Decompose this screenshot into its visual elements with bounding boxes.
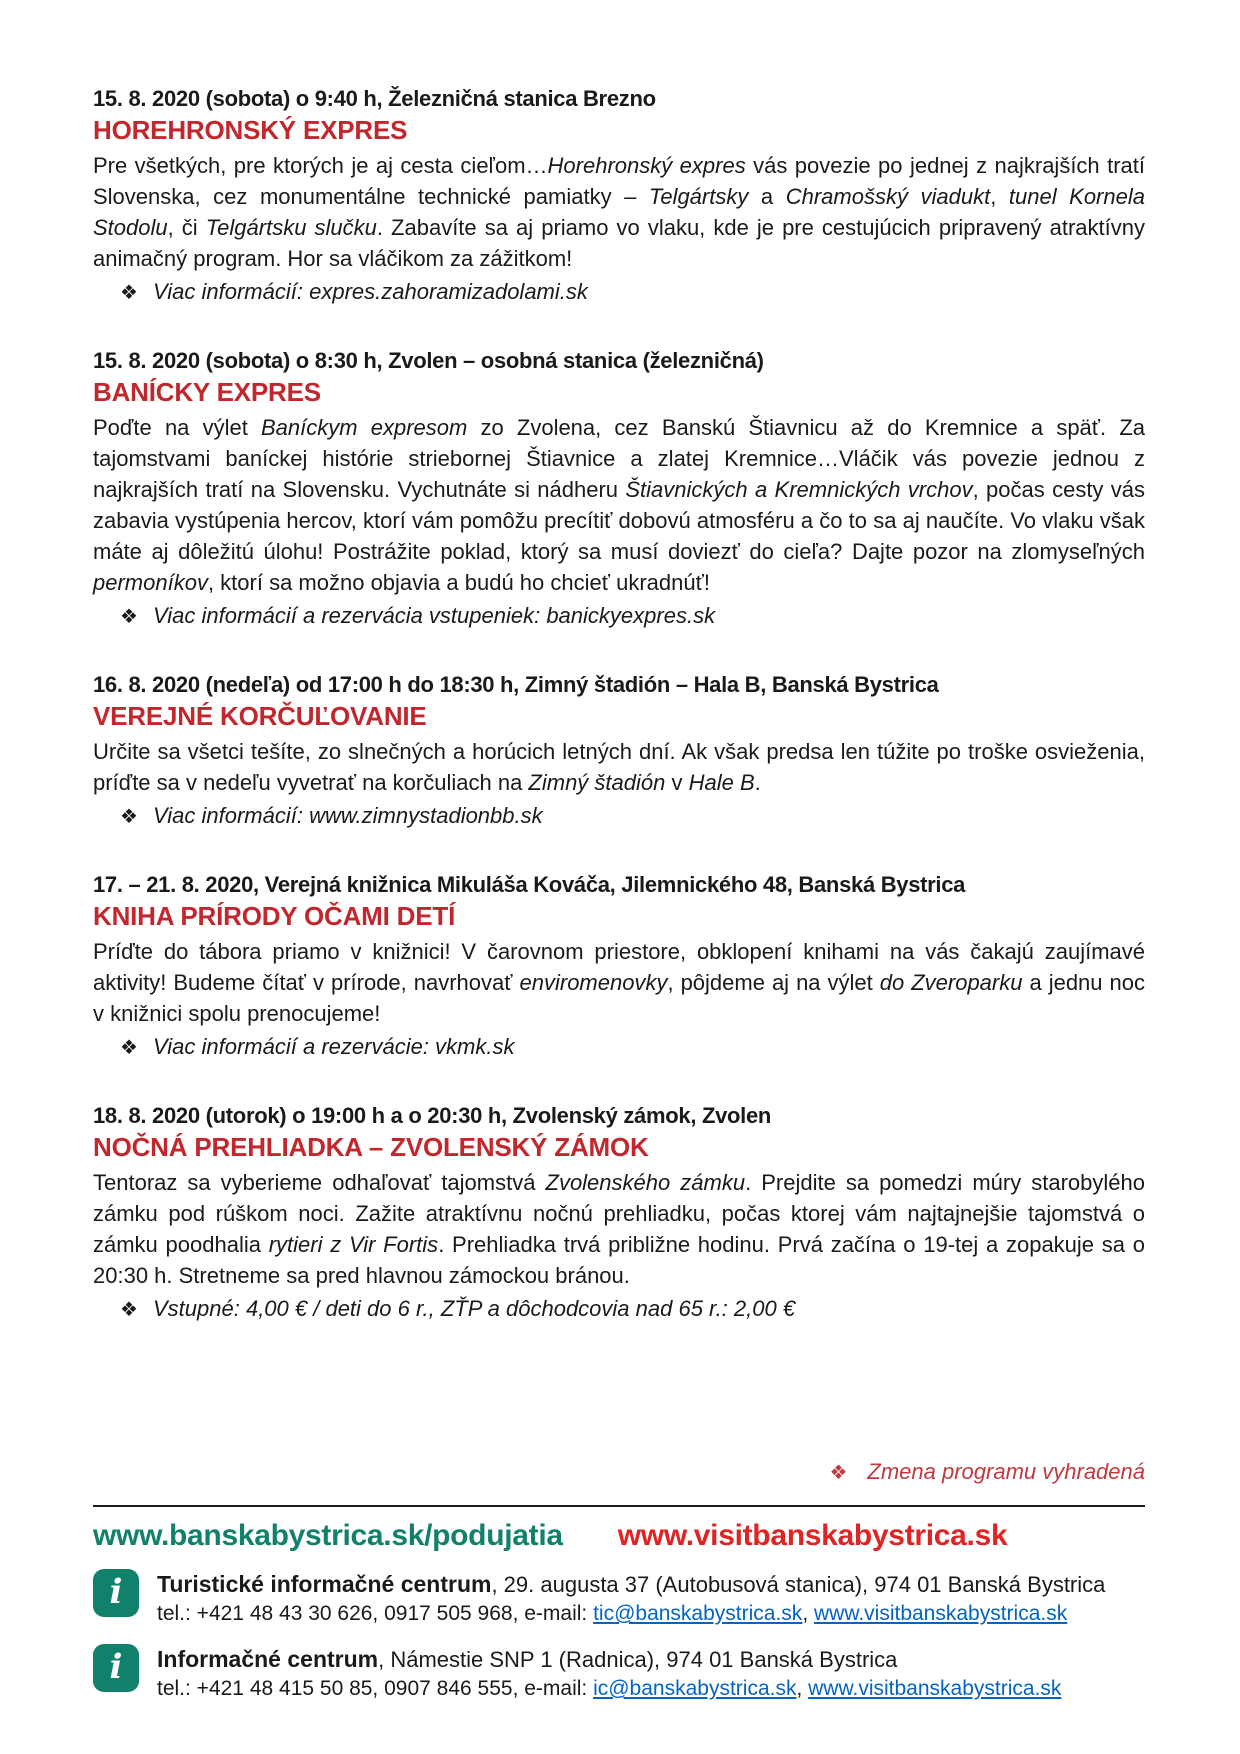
- event-title: KNIHA PRÍRODY OČAMI DETÍ: [93, 901, 456, 931]
- event-paragraph: Určite sa všetci tešíte, zo slnečných a horúcich letných dní. Ak však predsa len túžite po troške osvieženia, príďte sa v nedeľu vyvetrať na korčuliach na Zimný štadión v Hale B.: [93, 739, 1145, 795]
- event-info-text: Viac informácií: www.zimnystadionbb.sk: [153, 803, 543, 828]
- center-phone: tel.: +421 48 415 50 85, 0907 846 555, e-mail:: [157, 1677, 594, 1700]
- event-date: 15. 8. 2020 (sobota) o 9:40 h, Železničná stanica Brezno: [93, 86, 656, 111]
- event-info-text: Viac informácií a rezervácia vstupeniek: banickyexpres.sk: [153, 603, 716, 628]
- event-title: HOREHRONSKÝ EXPRES: [93, 115, 408, 145]
- diamond-bullet-icon: ❖: [829, 1462, 848, 1484]
- center-name: Informačné centrum: [157, 1646, 379, 1672]
- event-section-verejne-korculovanie: [93, 671, 1145, 833]
- info-center-text: Informačné centrum, Námestie SNP 1 (Radnica), 974 01 Banská Bystrica tel.: +421 48 415 50 85, 0907 846 555, e-mail: ic@banskabystrica.sk, www.visitbanskabystrica.sk: [157, 1646, 1062, 1700]
- tourist-info-center-text: Turistické informačné centrum, 29. augusta 37 (Autobusová stanica), 974 01 Banská Bystrica tel.: +421 48 43 30 626, 0917 505 968, e-mail: tic@banskabystrica.sk, www.visitbanskabystrica.sk: [157, 1571, 1106, 1625]
- event-info-bullet: [93, 1293, 1145, 1326]
- event-info-text: Vstupné: 4,00 € / deti do 6 r., ZŤP a dôchodcovia nad 65 r.: 2,00 €: [153, 1296, 796, 1321]
- center-address: , 29. augusta 37 (Autobusová stanica), 974 01 Banská Bystrica: [491, 1572, 1106, 1597]
- center-phone: tel.: +421 48 43 30 626, 0917 505 968, e-mail:: [157, 1602, 594, 1625]
- event-date: 16. 8. 2020 (nedeľa) od 17:00 h do 18:30 h, Zimný štadión – Hala B, Banská Bystrica: [93, 672, 939, 697]
- event-date: 17. – 21. 8. 2020, Verejná knižnica Mikuláša Kováča, Jilemnického 48, Banská Bystrica: [93, 872, 966, 897]
- diamond-bullet-icon: ❖: [120, 1299, 138, 1321]
- event-title: VEREJNÉ KORČUĽOVANIE: [93, 701, 427, 731]
- info-icon-glyph: i: [109, 1571, 123, 1612]
- program-change-note: [93, 1456, 1145, 1489]
- info-icon-glyph: i: [109, 1646, 123, 1687]
- program-change-text: Zmena programu vyhradená: [867, 1459, 1145, 1484]
- event-info-bullet: [93, 600, 1145, 633]
- event-date: 18. 8. 2020 (utorok) o 19:00 h a o 20:30 h, Zvolenský zámok, Zvolen: [93, 1103, 772, 1128]
- event-info-text: Viac informácií: expres.zahoramizadolami.sk: [153, 279, 588, 304]
- diamond-bullet-icon: ❖: [120, 606, 138, 628]
- email-link[interactable]: tic@banskabystrica.sk: [593, 1602, 803, 1625]
- diamond-bullet-icon: ❖: [120, 282, 138, 304]
- info-center-block: [93, 1644, 1145, 1703]
- vertical-spacer: [93, 1364, 1145, 1456]
- event-info-text: Viac informácií a rezervácie: vkmk.sk: [153, 1034, 515, 1059]
- diamond-bullet-icon: ❖: [120, 1037, 138, 1059]
- info-icon: [93, 1569, 139, 1617]
- event-info-bullet: [93, 800, 1145, 833]
- tourist-info-center-block: [93, 1569, 1145, 1628]
- event-info-bullet: [93, 1031, 1145, 1064]
- info-icon: [93, 1644, 139, 1692]
- visit-city-url-link[interactable]: www.visitbanskabystrica.sk: [617, 1519, 1008, 1552]
- event-info-bullet: [93, 276, 1145, 309]
- center-name: Turistické informačné centrum: [157, 1571, 492, 1597]
- city-events-url-link[interactable]: www.banskabystrica.sk/podujatia: [93, 1519, 563, 1552]
- event-paragraph: Tentoraz sa vyberieme odhaľovať tajomstvá Zvolenského zámku. Prejdite sa pomedzi múry starobylého zámku pod rúškom noci. Zažite atraktívnu nočnú prehliadku, počas ktorej vám najtajnejšie tajomstvá o zámku poodhalia rytieri z Vir Fortis. Prehliadka trvá približne hodinu. Prvá začína o 19-tej a zopakuje sa o 20:30 h. Stretneme sa pred hlavnou zámockou bránou.: [93, 1170, 1145, 1288]
- footer-urls: [93, 1519, 1145, 1553]
- event-title: NOČNÁ PREHLIADKA – ZVOLENSKÝ ZÁMOK: [93, 1132, 649, 1162]
- email-link[interactable]: ic@banskabystrica.sk: [593, 1677, 797, 1700]
- diamond-bullet-icon: ❖: [120, 806, 138, 828]
- event-paragraph: Pre všetkých, pre ktorých je aj cesta cieľom…Horehronský expres vás povezie po jednej z najkrajších tratí Slovenska, cez monumentálne technické pamiatky – Telgártsky a Chramošský viadukt, tunel Kornela Stodolu, či Telgártsku slučku. Zabavíte sa aj priamo vo vlaku, kde je pre cestujúcich pripravený atraktívny animačný program. Hor sa vláčikom za zážitkom!: [93, 153, 1145, 271]
- website-link[interactable]: www.visitbanskabystrica.sk: [813, 1602, 1068, 1625]
- event-section-kniha-prirody: [93, 871, 1145, 1064]
- event-title: BANÍCKY EXPRES: [93, 377, 321, 407]
- event-date: 15. 8. 2020 (sobota) o 8:30 h, Zvolen – osobná stanica (železničná): [93, 348, 764, 373]
- center-address: , Námestie SNP 1 (Radnica), 974 01 Banská Bystrica: [378, 1647, 898, 1672]
- event-section-nocna-prehliadka: [93, 1102, 1145, 1326]
- event-section-horehronsky-expres: [93, 85, 1145, 309]
- event-paragraph: Poďte na výlet Baníckym expresom zo Zvolena, cez Banskú Štiavnicu až do Kremnice a späť. Za tajomstvami baníckej histórie striebornej Štiavnice a zlatej Kremnice…Vláčik vás povezie jednou z najkrajších tratí na Slovensku. Vychutnáte si nádheru Štiavnických a Kremnických vrchov, počas cesty vás zabavia vystúpenia hercov, ktorí vám pomôžu precítiť dobovú atmosféru a čo to sa aj naučíte. Vo vlaku však máte aj dôležitú úlohu! Postrážite poklad, ktorý sa musí doviezť do cieľa? Dajte pozor na zlomyseľných permoníkov, ktorí sa možno objavia a budú ho chcieť ukradnúť!: [93, 415, 1145, 595]
- footer-separator-line: [93, 1505, 1145, 1507]
- event-paragraph: Príďte do tábora priamo v knižnici! V čarovnom priestore, obklopení knihami na vás čakajú zaujímavé aktivity! Budeme čítať v prírode, navrhovať enviromenovky, pôjdeme aj na výlet do Zveroparku a jednu noc v knižnici spolu prenocujeme!: [93, 939, 1145, 1026]
- event-section-banicky-expres: [93, 347, 1145, 633]
- website-link[interactable]: www.visitbanskabystrica.sk: [808, 1677, 1062, 1700]
